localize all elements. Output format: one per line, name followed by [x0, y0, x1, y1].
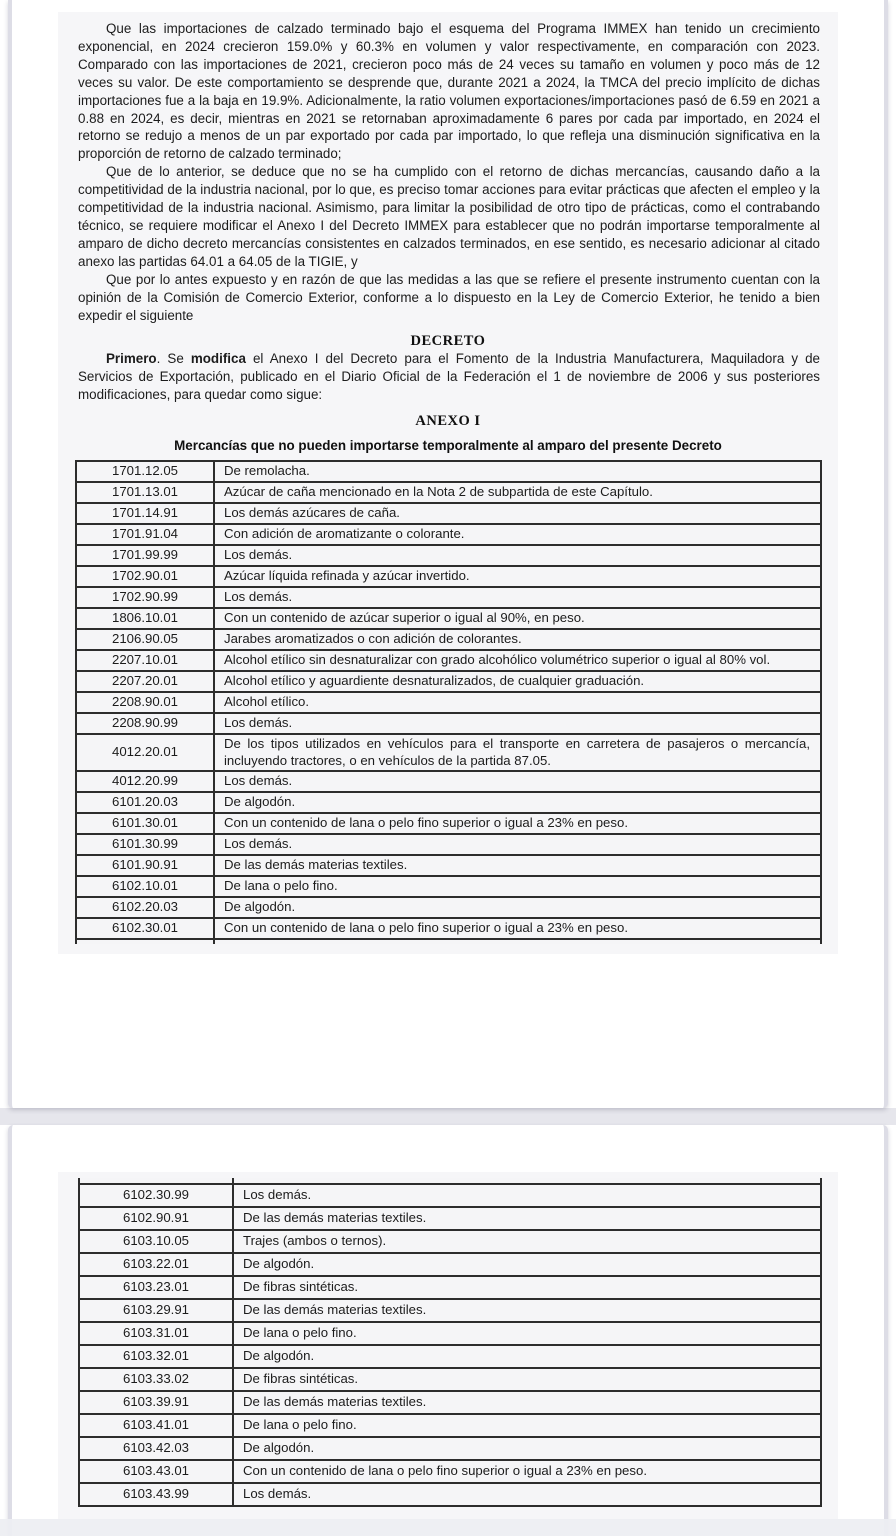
tariff-code-cell: 6101.90.91 [76, 855, 214, 876]
tariff-code-cell: 6103.22.01 [79, 1253, 233, 1276]
table-row [76, 587, 821, 608]
tariff-description-cell: Los demás. [214, 587, 821, 608]
tariff-code-cell: 6103.29.91 [79, 1299, 233, 1322]
table-row [76, 650, 821, 671]
table-row [79, 1368, 821, 1391]
table-row [76, 461, 821, 482]
tariff-description-cell: Con un contenido de lana o pelo fino superior o igual a 23% en peso. [214, 813, 821, 834]
tariff-code-cell: 6101.20.03 [76, 792, 214, 813]
tariff-description-cell: De las demás materias textiles. [233, 1299, 821, 1322]
tariff-code-cell: 1702.90.99 [76, 587, 214, 608]
table-row [76, 566, 821, 587]
table-row [76, 713, 821, 734]
table-row [76, 771, 821, 792]
tariff-code-cell: 1701.13.01 [76, 482, 214, 503]
tariff-description-cell: De las demás materias textiles. [233, 1391, 821, 1414]
table-row [79, 1345, 821, 1368]
tariff-code-cell: 1701.91.04 [76, 524, 214, 545]
tariff-code-cell: 6103.32.01 [79, 1345, 233, 1368]
tariff-description-cell: Los demás. [214, 834, 821, 855]
tariff-description-cell: De lana o pelo fino. [233, 1414, 821, 1437]
tariff-code-cell: 4012.20.01 [76, 734, 214, 771]
table-row [76, 671, 821, 692]
modifica-bold: modifica [190, 351, 246, 367]
tariff-code-cell: 1701.14.91 [76, 503, 214, 524]
tariff-code-cell: 6103.23.01 [79, 1276, 233, 1299]
tariff-description-cell: Los demás. [233, 1184, 821, 1207]
tariff-description-cell: De fibras sintéticas. [233, 1368, 821, 1391]
table-row [76, 692, 821, 713]
primero-paragraph: Primero. Se modifica el Anexo I del Decreto para el Fomento de la Industria Manufacturera, Maquiladora y de Servicios de Exportación, publicado en el Diario Oficial de la Federación el 1 de noviembre de 2006 y sus posteriores modificaciones, para quedar como sigue: [78, 351, 820, 403]
tariff-code-cell: 6103.42.03 [79, 1437, 233, 1460]
tariff-description-cell: Los demás. [214, 771, 821, 792]
table-row [79, 1322, 821, 1345]
table-row [76, 608, 821, 629]
table-row [76, 734, 821, 771]
tariff-code-cell: 2207.20.01 [76, 671, 214, 692]
tariff-code-cell: 6103.43.01 [79, 1460, 233, 1483]
table-row [76, 524, 821, 545]
document-page-2 [8, 1125, 888, 1536]
table-row [76, 897, 821, 918]
tariff-code-cell: 4012.20.99 [76, 771, 214, 792]
tariff-code-cell: 6103.39.91 [79, 1391, 233, 1414]
tariff-code-cell: 6103.33.02 [79, 1368, 233, 1391]
tariff-code-cell: 6102.30.99 [79, 1184, 233, 1207]
tariff-code-cell: 6101.30.99 [76, 834, 214, 855]
table-row [79, 1460, 821, 1483]
tariff-code-cell: 6103.43.99 [79, 1483, 233, 1506]
tariff-code-cell: 1701.99.99 [76, 545, 214, 566]
tariff-description-cell: Con un contenido de lana o pelo fino superior o igual a 23% en peso. [214, 918, 821, 939]
page2-content [58, 1172, 838, 1536]
tariff-description-cell: De lana o pelo fino. [214, 876, 821, 897]
tariff-description-cell: Azúcar de caña mencionado en la Nota 2 de subpartida de este Capítulo. [214, 482, 821, 503]
page-separator [0, 1108, 896, 1125]
tariff-code-cell: 2208.90.01 [76, 692, 214, 713]
tariff-code-cell: 6102.90.91 [79, 1207, 233, 1230]
tariff-description-cell: Con adición de aromatizante o colorante. [214, 524, 821, 545]
table-row [76, 813, 821, 834]
table-row-continuation [76, 939, 821, 944]
table-row [79, 1391, 821, 1414]
table-row [76, 834, 821, 855]
table-row [76, 876, 821, 897]
tariff-description-cell: De algodón. [214, 897, 821, 918]
table-title: Mercancías que no pueden importarse temporalmente al amparo del presente Decreto [174, 438, 722, 454]
tariff-description-cell: Con un contenido de lana o pelo fino superior o igual a 23% en peso. [233, 1460, 821, 1483]
tariff-description-cell: De algodón. [214, 792, 821, 813]
anexo-heading: ANEXO I [415, 413, 481, 430]
table-row [76, 792, 821, 813]
tariff-code-cell: 1806.10.01 [76, 608, 214, 629]
tariff-description-cell: De algodón. [233, 1253, 821, 1276]
tariff-description-cell: De algodón. [233, 1437, 821, 1460]
tariff-description-cell: Los demás. [214, 713, 821, 734]
tariff-code-cell: 6102.20.03 [76, 897, 214, 918]
table-row [79, 1414, 821, 1437]
table-row [76, 918, 821, 939]
table-row [79, 1437, 821, 1460]
tariff-description-cell: De los tipos utilizados en vehículos para el transporte en carretera de pasajeros o mercancía, incluyendo tractores, o en vehículos de la partida 87.05. [214, 734, 821, 771]
tariff-code-cell: 6101.30.01 [76, 813, 214, 834]
tariff-description-cell: Los demás. [233, 1483, 821, 1506]
tariff-code-cell: 2106.90.05 [76, 629, 214, 650]
tariff-description-cell: Alcohol etílico sin desnaturalizar con grado alcohólico volumétrico superior o igual al 80% vol. [214, 650, 821, 671]
table-row [76, 855, 821, 876]
table-row [76, 482, 821, 503]
tariff-code-cell: 2208.90.99 [76, 713, 214, 734]
tariff-description-cell: Los demás azúcares de caña. [214, 503, 821, 524]
tariff-code-cell: 6102.10.01 [76, 876, 214, 897]
table-row [79, 1184, 821, 1207]
tariff-description-cell: De algodón. [233, 1345, 821, 1368]
tariff-code-cell: 2207.10.01 [76, 650, 214, 671]
tariff-description-cell: Con un contenido de azúcar superior o igual al 90%, en peso. [214, 608, 821, 629]
table-row [79, 1299, 821, 1322]
table-row [76, 545, 821, 566]
table-row [79, 1230, 821, 1253]
tariff-table-page1 [75, 460, 822, 944]
tariff-code-cell: 6103.31.01 [79, 1322, 233, 1345]
tariff-description-cell: Trajes (ambos o ternos). [233, 1230, 821, 1253]
tariff-code-cell: 1701.12.05 [76, 461, 214, 482]
tariff-description-cell: De las demás materias textiles. [214, 855, 821, 876]
tariff-code-cell: 6102.30.01 [76, 918, 214, 939]
tariff-code-cell: 6103.41.01 [79, 1414, 233, 1437]
tariff-description-cell: De las demás materias textiles. [233, 1207, 821, 1230]
decreto-heading: DECRETO [410, 333, 486, 350]
tariff-code-cell: 1702.90.01 [76, 566, 214, 587]
tariff-description-cell: De remolacha. [214, 461, 821, 482]
tariff-description-cell: Jarabes aromatizados o con adición de colorantes. [214, 629, 821, 650]
tariff-table-page2 [78, 1178, 822, 1507]
tariff-description-cell: Alcohol etílico. [214, 692, 821, 713]
table-row [76, 629, 821, 650]
tariff-description-cell: Azúcar líquida refinada y azúcar invertido. [214, 566, 821, 587]
tariff-description-cell: Alcohol etílico y aguardiente desnaturalizados, de cualquier graduación. [214, 671, 821, 692]
paragraph-immex-growth: Que las importaciones de calzado terminado bajo el esquema del Programa IMMEX han tenido un crecimiento exponencial, en 2024 crecieron 159.0% y 60.3% en volumen y valor respectivamente, en comparación con 2023. Comparado con las importaciones de 2021, crecieron poco más de 24 veces su tamaño en volumen y poco más de 12 veces su valor. De este comportamiento se desprende que, durante 2021 a 2024, la TMCA del precio implícito de dichas importaciones fue a la baja en 19.9%. Adicionalmente, la ratio volumen exportaciones/importaciones pasó de 6.59 en 2021 a 0.88 en 2024, es decir, mientras en 2021 se retornaban aproximadamente 6 pares por cada par importado, en 2024 el retorno se redujo a menos de un par exportado por cada par importado, lo que refleja una disminución significativa en la proporción de retorno de calzado terminado; [78, 21, 820, 162]
paragraph-comision-opinion: Que por lo antes expuesto y en razón de que las medidas a las que se refiere el presente instrumento cuentan con la opinión de la Comisión de Comercio Exterior, conforme a lo dispuesto en la Ley de Comercio Exterior, he tenido a bien expedir el siguiente [78, 271, 820, 323]
table-row [79, 1483, 821, 1506]
primero-bold: Primero [106, 351, 157, 367]
paragraph-industry-impact: Que de lo anterior, se deduce que no se ha cumplido con el retorno de dichas mercancías, causando daño a la competitividad de la industria nacional, por lo que, es preciso tomar acciones para evitar prácticas que afecten el empleo y la competitividad de la industria nacional. Asimismo, para limitar la posibilidad de otro tipo de prácticas, como el contrabando técnico, se requiere modificar el Anexo I del Decreto IMMEX para establecer que no podrán importarse temporalmente al amparo de dicho decreto mercancías consistentes en calzados terminados, en ese sentido, es necesario adicionar al citado anexo las partidas 64.01 a 64.05 de la TIGIE, y [78, 164, 820, 269]
tariff-code-cell: 6103.10.05 [79, 1230, 233, 1253]
table-row [79, 1276, 821, 1299]
tariff-description-cell: Los demás. [214, 545, 821, 566]
viewport-bottom-fade [0, 1519, 896, 1536]
page1-content [58, 12, 838, 954]
table-row [79, 1253, 821, 1276]
document-page-1 [8, 0, 888, 1108]
tariff-description-cell: De fibras sintéticas. [233, 1276, 821, 1299]
table-row [76, 503, 821, 524]
table-row [79, 1207, 821, 1230]
tariff-description-cell: De lana o pelo fino. [233, 1322, 821, 1345]
